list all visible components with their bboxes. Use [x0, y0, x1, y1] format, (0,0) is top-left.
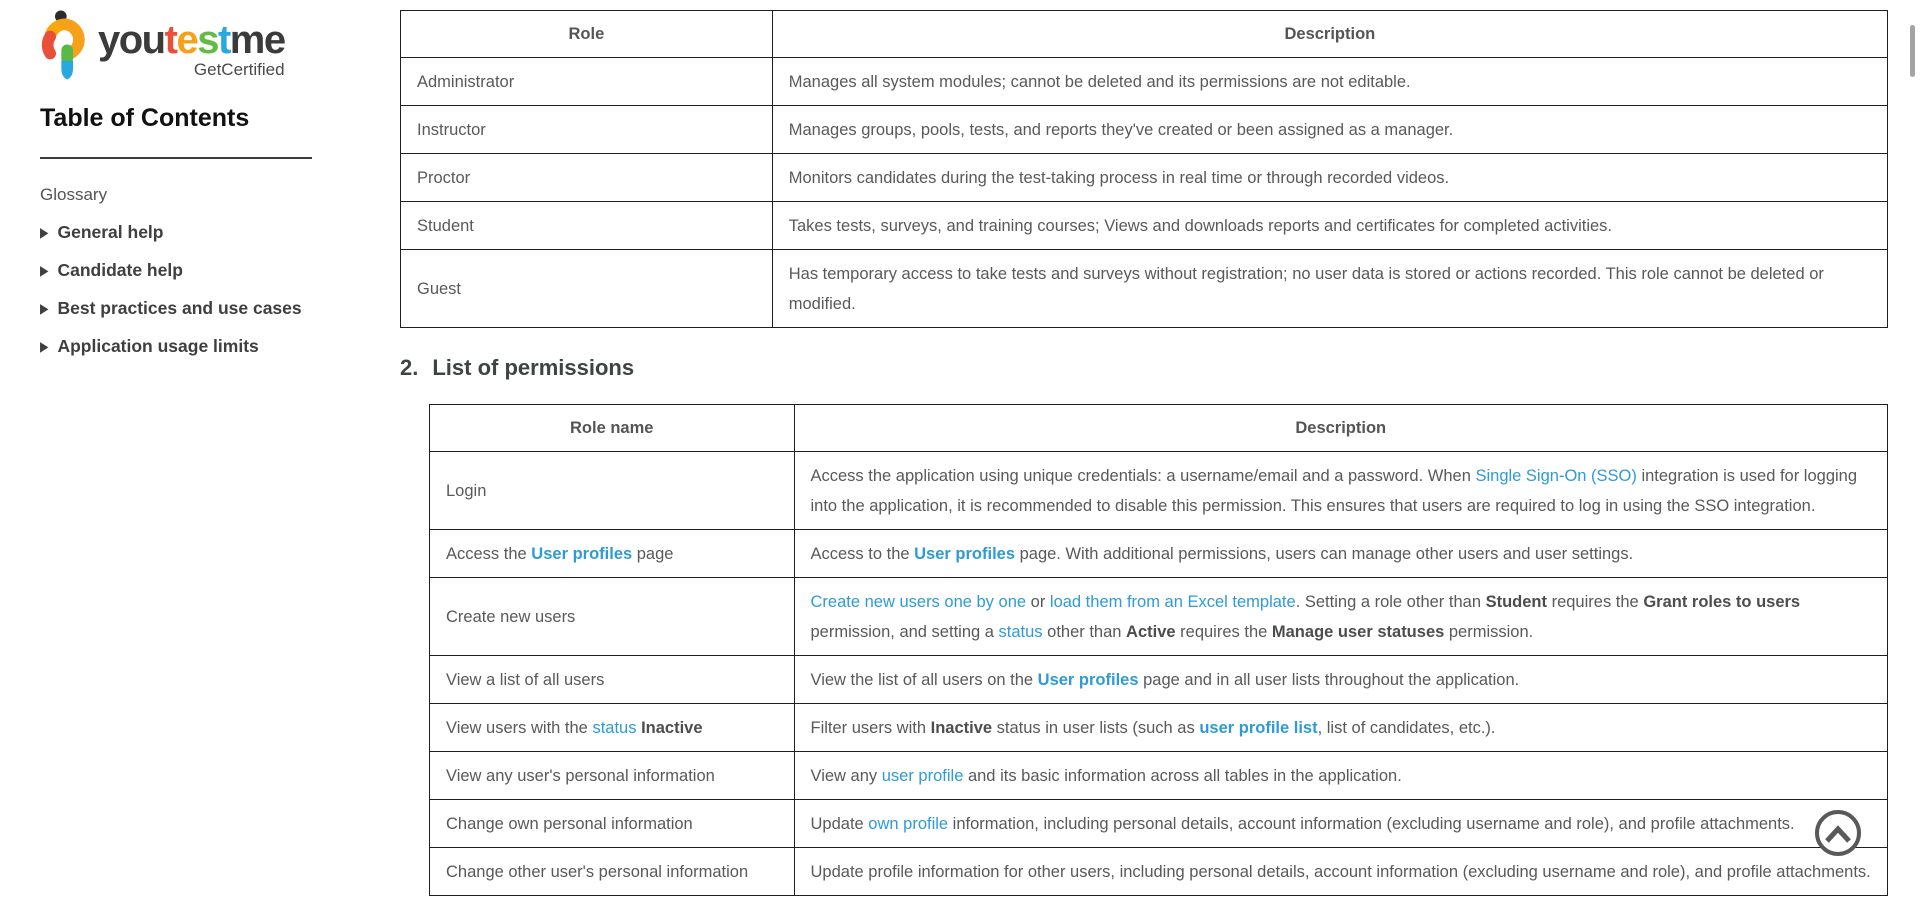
- triangle-bullet-icon: ▶: [40, 263, 49, 279]
- permission-name-cell: [430, 452, 795, 530]
- table-row: [430, 452, 1888, 530]
- table-row: [430, 800, 1888, 848]
- text-segment: Access to the: [810, 544, 915, 563]
- toc-title: Table of Contents: [40, 104, 250, 132]
- toc-item-glossary[interactable]: Glossary: [40, 185, 108, 204]
- role-name-cell: Administrator: [401, 58, 773, 106]
- role-description-cell: Manages all system modules; cannot be deleted and its permissions are not editable.: [772, 58, 1887, 106]
- section-number: 2.: [400, 355, 419, 380]
- permission-name-cell: [430, 848, 795, 896]
- text-segment: Update: [810, 814, 869, 833]
- logo-tagline: GetCertified: [193, 60, 285, 79]
- inline-link[interactable]: User profiles: [914, 544, 1016, 563]
- role-description-cell: Monitors candidates during the test-taking process in real time or through recorded videos.: [772, 154, 1887, 202]
- text-segment: Change own personal information: [446, 814, 693, 833]
- text-segment: permission.: [1444, 622, 1534, 641]
- role-name-cell: Proctor: [401, 154, 773, 202]
- section-heading-list-of-permissions: [400, 355, 634, 381]
- youtestme-wordmark: youtestme: [98, 18, 285, 62]
- table-row: [401, 58, 1888, 106]
- role-description-cell: Has temporary access to take tests and surveys without registration; no user data is stored or actions recorded. This role cannot be deleted or modified.: [772, 250, 1887, 328]
- text-segment: Student: [1485, 592, 1547, 611]
- text-segment: Active: [1126, 622, 1176, 641]
- text-segment: page: [632, 544, 674, 563]
- permission-description-cell: [794, 656, 1888, 704]
- toc-item-best-practices[interactable]: [40, 298, 302, 319]
- table-row: [401, 202, 1888, 250]
- toc-item-label: General help: [57, 222, 164, 242]
- permission-name-cell: [430, 800, 795, 848]
- text-segment: View any user's personal information: [446, 766, 715, 785]
- role-name-cell: Instructor: [401, 106, 773, 154]
- text-segment: Filter users with: [810, 718, 931, 737]
- text-segment: Change other user's personal information: [446, 862, 749, 881]
- youtestme-logo-icon: [38, 10, 90, 80]
- table-row: [430, 752, 1888, 800]
- toc-item-usage-limits[interactable]: [40, 336, 302, 357]
- role-description-cell: Manages groups, pools, tests, and reports they've created or been assigned as a manager.: [772, 106, 1887, 154]
- permission-description-cell: [794, 452, 1888, 530]
- text-segment: information, including personal details, account information (excluding username and role), and profile attachments.: [948, 814, 1795, 833]
- vertical-scrollbar-thumb[interactable]: [1910, 25, 1915, 77]
- text-segment: Inactive: [641, 718, 703, 737]
- text-segment: Inactive: [930, 718, 993, 737]
- triangle-bullet-icon: ▶: [40, 339, 49, 355]
- inline-link[interactable]: user profile list: [1199, 718, 1318, 737]
- inline-link[interactable]: load them from an Excel template: [1049, 592, 1296, 611]
- chevron-up-icon: [1823, 821, 1853, 845]
- table-row: [430, 848, 1888, 896]
- table-row: [430, 656, 1888, 704]
- text-segment: Create new users: [446, 607, 576, 626]
- text-segment: integration is used for logging into the application, it is recommended to disable this permission. This ensures that users are required to log in using the SSO integration.: [810, 466, 1858, 515]
- inline-link[interactable]: user profile: [881, 766, 964, 785]
- text-segment: View the list of all users on the: [810, 670, 1038, 689]
- roles-table: [400, 10, 1888, 328]
- roles-header-description: Description: [772, 11, 1887, 58]
- text-segment: Manage user statuses: [1271, 622, 1445, 641]
- permission-name-cell: [430, 752, 795, 800]
- role-name-cell: Guest: [401, 250, 773, 328]
- inline-link[interactable]: own profile: [868, 814, 949, 833]
- text-segment: or: [1026, 592, 1050, 611]
- youtestme-logo[interactable]: [38, 10, 285, 80]
- text-segment: Access the application using unique credentials: a username/email and a password. When: [810, 466, 1476, 485]
- table-row: [430, 530, 1888, 578]
- text-segment: requires the: [1175, 622, 1272, 641]
- text-segment: View any: [810, 766, 882, 785]
- text-segment: . Setting a role other than: [1295, 592, 1486, 611]
- scroll-to-top-button[interactable]: [1815, 810, 1861, 856]
- permission-description-cell: [794, 704, 1888, 752]
- permissions-table: [429, 404, 1888, 896]
- text-segment: , list of candidates, etc.).: [1317, 718, 1496, 737]
- text-segment: permission, and setting a: [810, 622, 999, 641]
- toc-item-label: Candidate help: [57, 260, 183, 280]
- table-row: [401, 154, 1888, 202]
- text-segment: requires the: [1547, 592, 1644, 611]
- permission-description-cell: [794, 800, 1888, 848]
- permission-name-cell: [430, 530, 795, 578]
- permission-description-cell: [794, 530, 1888, 578]
- permission-description-cell: [794, 752, 1888, 800]
- permission-name-cell: [430, 656, 795, 704]
- text-segment: other than: [1042, 622, 1127, 641]
- triangle-bullet-icon: ▶: [40, 225, 49, 241]
- toc-item-label: Best practices and use cases: [57, 298, 302, 318]
- sidebar: [0, 0, 330, 915]
- table-header-row: [430, 405, 1888, 452]
- role-name-cell: Student: [401, 202, 773, 250]
- table-row: [430, 578, 1888, 656]
- inline-link[interactable]: status: [592, 718, 637, 737]
- text-segment: Update profile information for other users, including personal details, account information (excluding username and role), and profile attachments.: [810, 862, 1871, 881]
- text-segment: Grant roles to users: [1643, 592, 1801, 611]
- table-row: [401, 250, 1888, 328]
- text-segment: View users with the: [446, 718, 593, 737]
- section-title: List of permissions: [432, 355, 635, 380]
- roles-header-role: Role: [401, 11, 773, 58]
- table-row: [430, 704, 1888, 752]
- toc-item-candidate-help[interactable]: [40, 260, 302, 281]
- inline-link[interactable]: User profiles: [1037, 670, 1139, 689]
- text-segment: View a list of all users: [446, 670, 605, 689]
- text-segment: page and in all user lists throughout the application.: [1138, 670, 1520, 689]
- text-segment: Access the: [446, 544, 532, 563]
- text-segment: Login: [446, 481, 487, 500]
- toc-list: [40, 222, 302, 374]
- table-row: [401, 106, 1888, 154]
- permission-name-cell: [430, 704, 795, 752]
- text-segment: status in user lists (such as: [992, 718, 1200, 737]
- text-segment: and its basic information across all tables in the application.: [963, 766, 1402, 785]
- toc-item-label: Application usage limits: [57, 336, 259, 356]
- inline-link[interactable]: Single Sign-On (SSO): [1475, 466, 1637, 485]
- permission-description-cell: [794, 578, 1888, 656]
- permissions-header-role-name: Role name: [430, 405, 795, 452]
- permission-description-cell: [794, 848, 1888, 896]
- role-description-cell: Takes tests, surveys, and training courses; Views and downloads reports and certificates for completed activities.: [772, 202, 1887, 250]
- permission-name-cell: [430, 578, 795, 656]
- permissions-header-description: Description: [794, 405, 1888, 452]
- inline-link[interactable]: Create new users one by one: [810, 592, 1027, 611]
- triangle-bullet-icon: ▶: [40, 301, 49, 317]
- toc-item-general-help[interactable]: [40, 222, 302, 243]
- inline-link[interactable]: User profiles: [531, 544, 633, 563]
- toc-divider: [40, 157, 312, 159]
- text-segment: page. With additional permissions, users can manage other users and user settings.: [1015, 544, 1634, 563]
- table-header-row: [401, 11, 1888, 58]
- inline-link[interactable]: status: [998, 622, 1043, 641]
